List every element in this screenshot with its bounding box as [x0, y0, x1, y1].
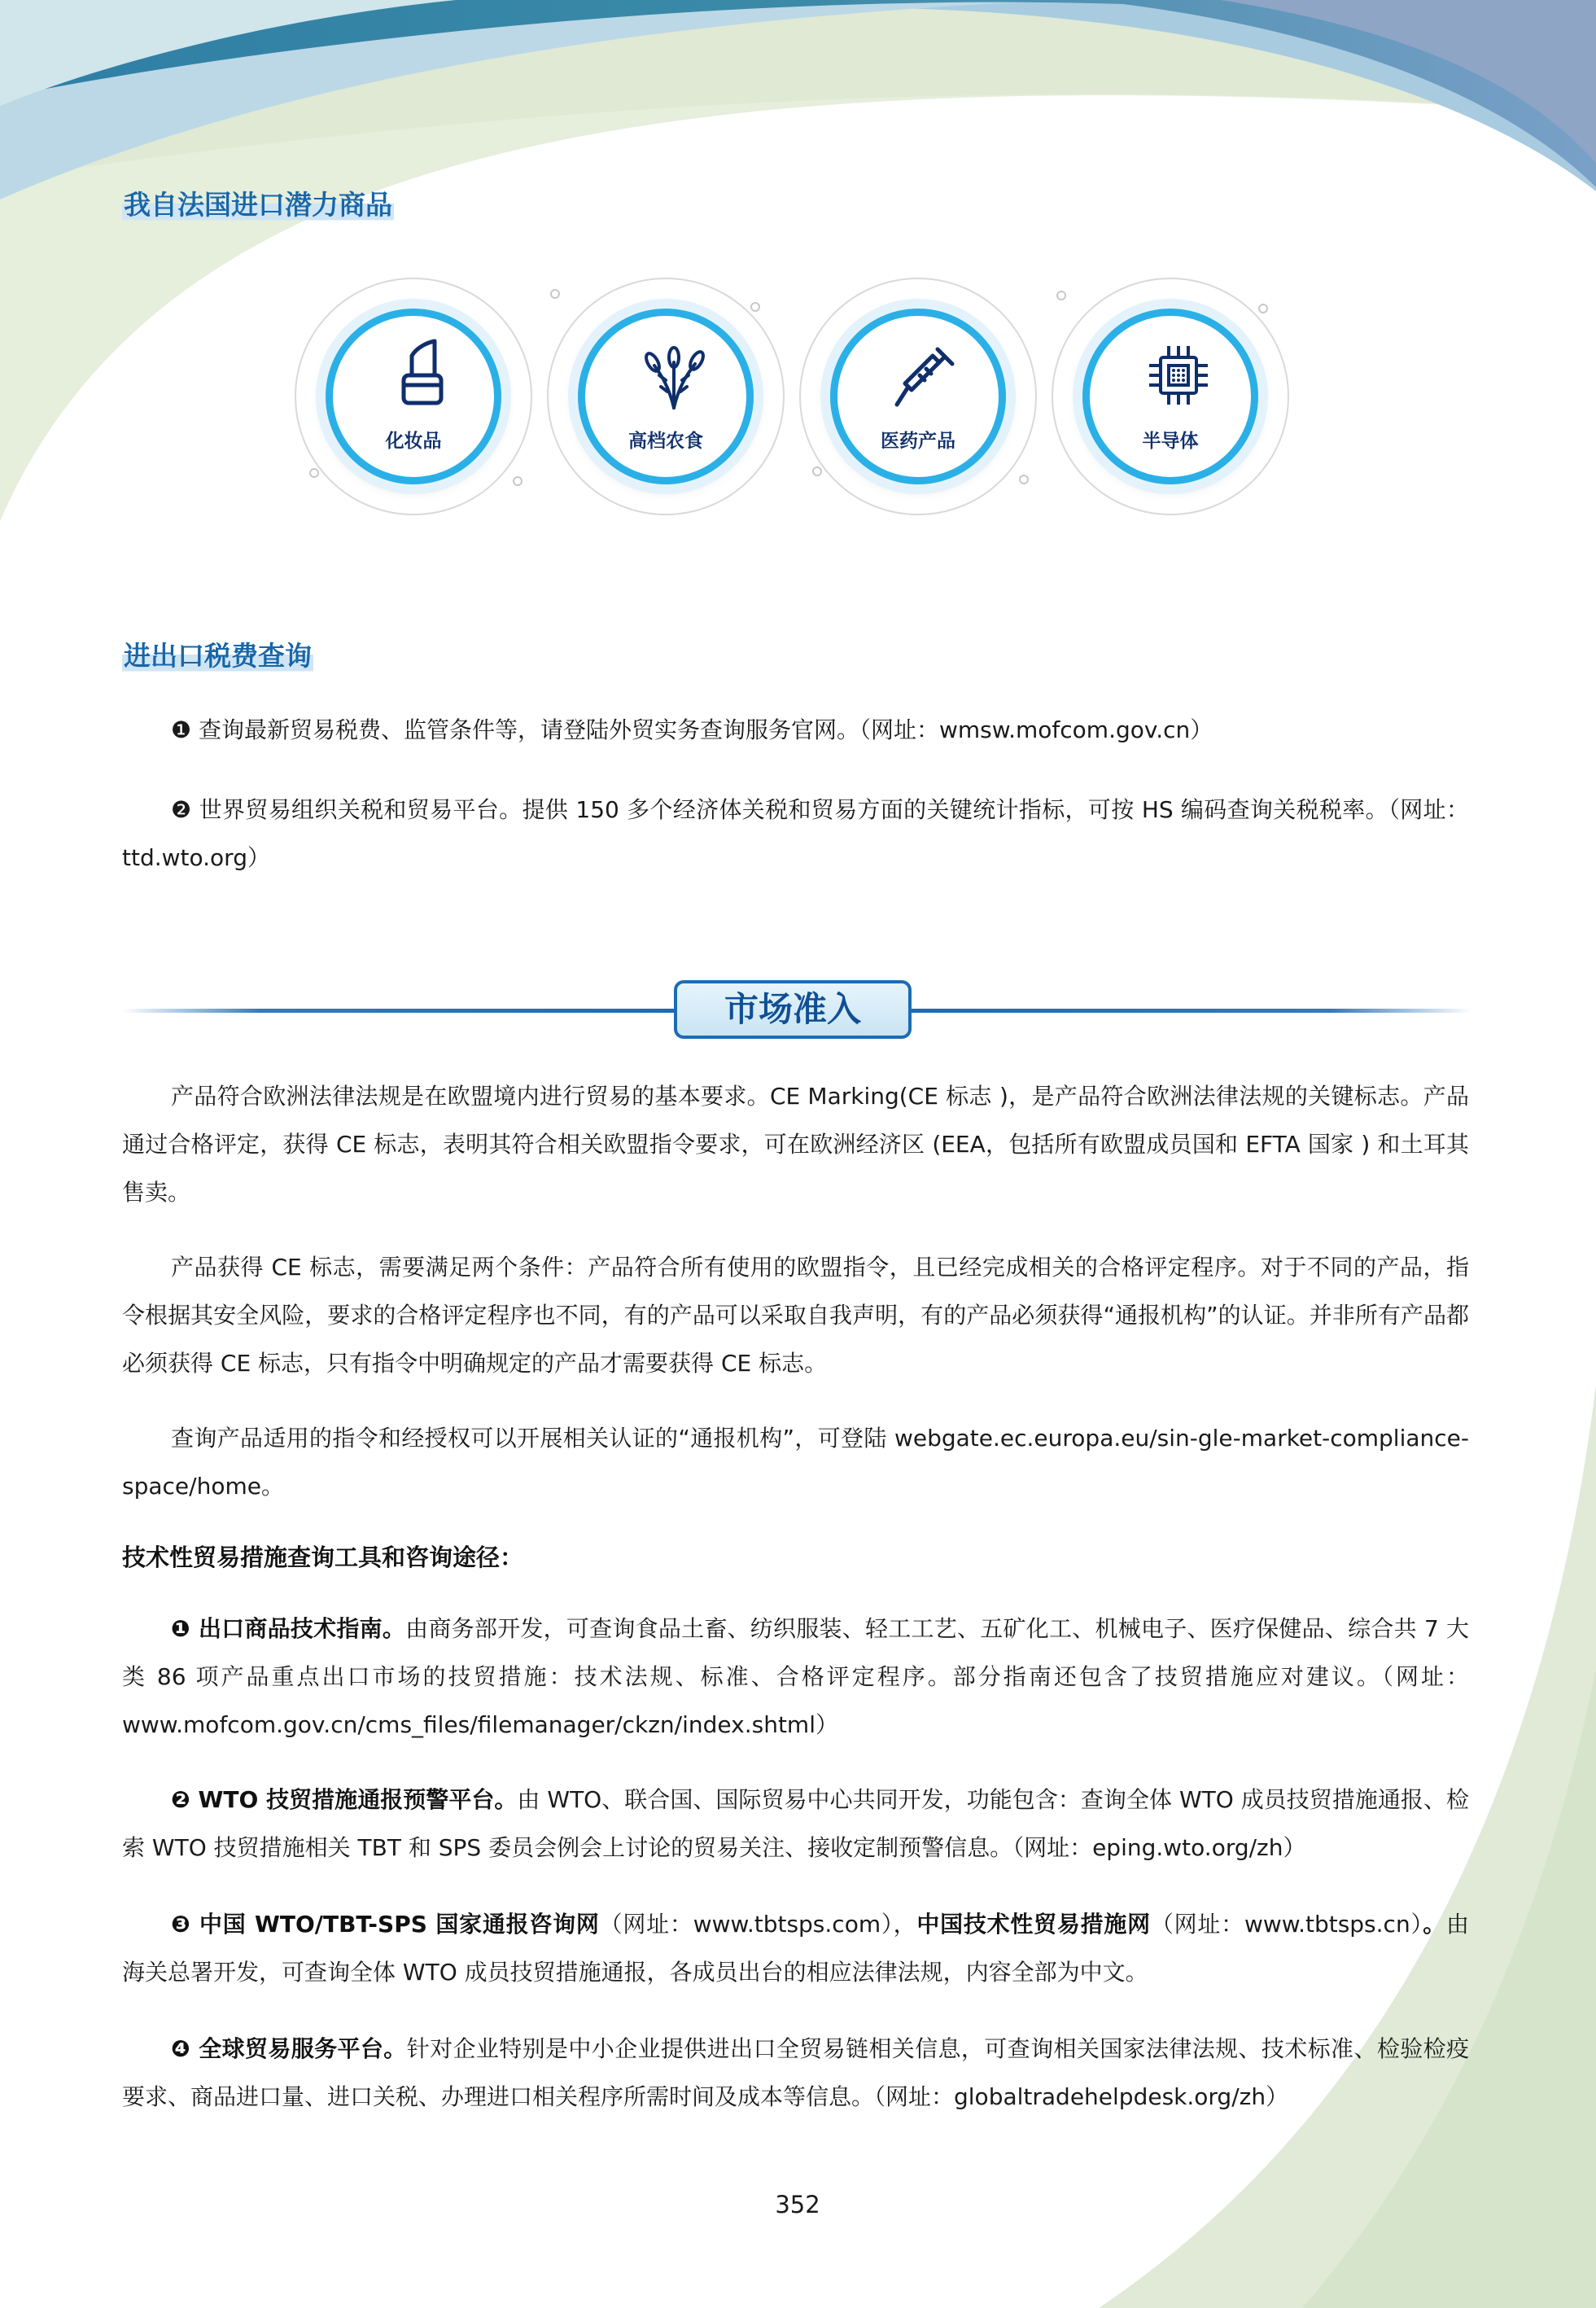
page-number: 352	[775, 2191, 820, 2218]
tool-item-4	[122, 2025, 1469, 2121]
circle-dot	[1258, 304, 1268, 313]
tools-heading: 技术性贸易措施查询工具和咨询途径：	[122, 1544, 524, 1571]
tool-item-body: 由商务部开发，可查询食品土畜、纺织服装、轻工工艺、五矿化工、机械电子、医疗保健品、综合共 7 大类 86 项产品重点出口市场的技贸措施：技术法规、标准、合格评定程序。部分指南还包含了技贸措施应对建议。（网址：www.mofcom.gov.cn/cms_files/filemanager/ckzn/index.shtml）	[122, 1615, 1469, 1738]
product-label: 高档农食	[628, 431, 703, 452]
product-semiconductors	[1050, 273, 1294, 533]
tool-item-title: ❹ 全球贸易服务平台。	[171, 2035, 407, 2062]
product-label: 化妆品	[385, 431, 442, 452]
market-paragraph-2: 产品获得 CE 标志，需要满足两个条件：产品符合所有使用的欧盟指令，且已经完成相关的合格评定程序。对于不同的产品，指令根据其安全风险，要求的合格评定程序也不同，有的产品可以采取自我声明，有的产品必须获得“通报机构”的认证。并非所有产品都必须获得 CE 标志，只有指令中明确规定的产品才需要获得 CE 标志。	[122, 1254, 1469, 1377]
product-pharmaceuticals	[798, 273, 1042, 533]
section-title-import-products: 我自法国进口潜力商品	[122, 187, 394, 223]
tool-item-body: 针对企业特别是中小企业提供进出口全贸易链相关信息，可查询相关国家法律法规、技术标准、检验检疫要求、商品进口量、进口关税、办理进口相关程序所需时间及成本等信息。（网址：globaltradehelpdesk.org/zh）	[122, 2035, 1469, 2110]
circle-dot	[309, 468, 319, 478]
tool-item-3	[122, 1900, 1469, 1996]
product-label: 半导体	[1142, 431, 1199, 452]
tool-item-title: ❶ 出口商品技术指南。	[171, 1615, 406, 1642]
product-cosmetics	[293, 273, 537, 533]
product-premium-agrifood	[545, 273, 789, 533]
tool-item-title: ❸ 中国 WTO/TBT-SPS 国家通报咨询网	[171, 1911, 600, 1938]
tariff-item-2: ❷ 世界贸易组织关税和贸易平台。提供 150 多个经济体关税和贸易方面的关键统计指标，可按 HS 编码查询关税税率。（网址：ttd.wto.org）	[122, 796, 1469, 871]
syringe-icon	[889, 338, 964, 413]
circle-dot	[1019, 475, 1029, 484]
circle-dot	[550, 289, 560, 299]
circle-dot	[1056, 291, 1066, 300]
tool-item-title: ❷ WTO 技贸措施通报预警平台。	[171, 1786, 518, 1813]
tariff-item-1: ❶ 查询最新贸易税费、监管条件等，请登陆外贸实务查询服务官网。（网址：wmsw.mofcom.gov.cn）	[171, 716, 1213, 743]
market-paragraph-1: 产品符合欧洲法律法规是在欧盟境内进行贸易的基本要求。CE Marking(CE 标志 )，是产品符合欧洲法律法规的关键标志。产品通过合格评定，获得 CE 标志，表明其符合相关欧盟指令要求，可在欧洲经济区 (EEA，包括所有欧盟成员国和 EFTA 国家 ) 和土耳其售卖。	[122, 1083, 1469, 1206]
tool-item-body: 由海关总署开发，可查询全体 WTO 成员技贸措施通报，各成员出台的相应法律法规，内容全部为中文。	[122, 1911, 1469, 1986]
section-title-tariff-query: 进出口税费查询	[122, 638, 313, 674]
market-paragraph-3: 查询产品适用的指令和经授权可以开展相关认证的“通报机构”，可登陆 webgate.ec.europa.eu/sin-gle-market-compliance-space/home。	[122, 1425, 1469, 1500]
tool-item-url: （网址：www.tbtsps.com），	[599, 1911, 917, 1938]
cosmetics-icon	[384, 338, 459, 413]
circle-dot	[812, 466, 822, 476]
tool-item-period: 。	[1423, 1911, 1446, 1938]
tool-item-url: （网址：www.tbtsps.cn）	[1150, 1911, 1423, 1938]
chip-icon	[1141, 338, 1216, 413]
product-label: 医药产品	[881, 431, 955, 452]
circle-dot	[750, 302, 760, 312]
product-circles	[293, 273, 1310, 533]
wheat-icon	[636, 338, 711, 413]
tool-item-1	[122, 1605, 1469, 1749]
tool-item-title: 中国技术性贸易措施网	[916, 1911, 1151, 1938]
tool-item-body: 由 WTO、联合国、国际贸易中心共同开发，功能包含：查询全体 WTO 成员技贸措施通报、检索 WTO 技贸措施相关 TBT 和 SPS 委员会例会上讨论的贸易关注、接收定制预警信息。（网址：eping.wto.org/zh）	[122, 1786, 1469, 1861]
banner-market-access: 市场准入	[674, 980, 912, 1039]
tool-item-2	[122, 1776, 1469, 1872]
circle-dot	[513, 476, 523, 486]
